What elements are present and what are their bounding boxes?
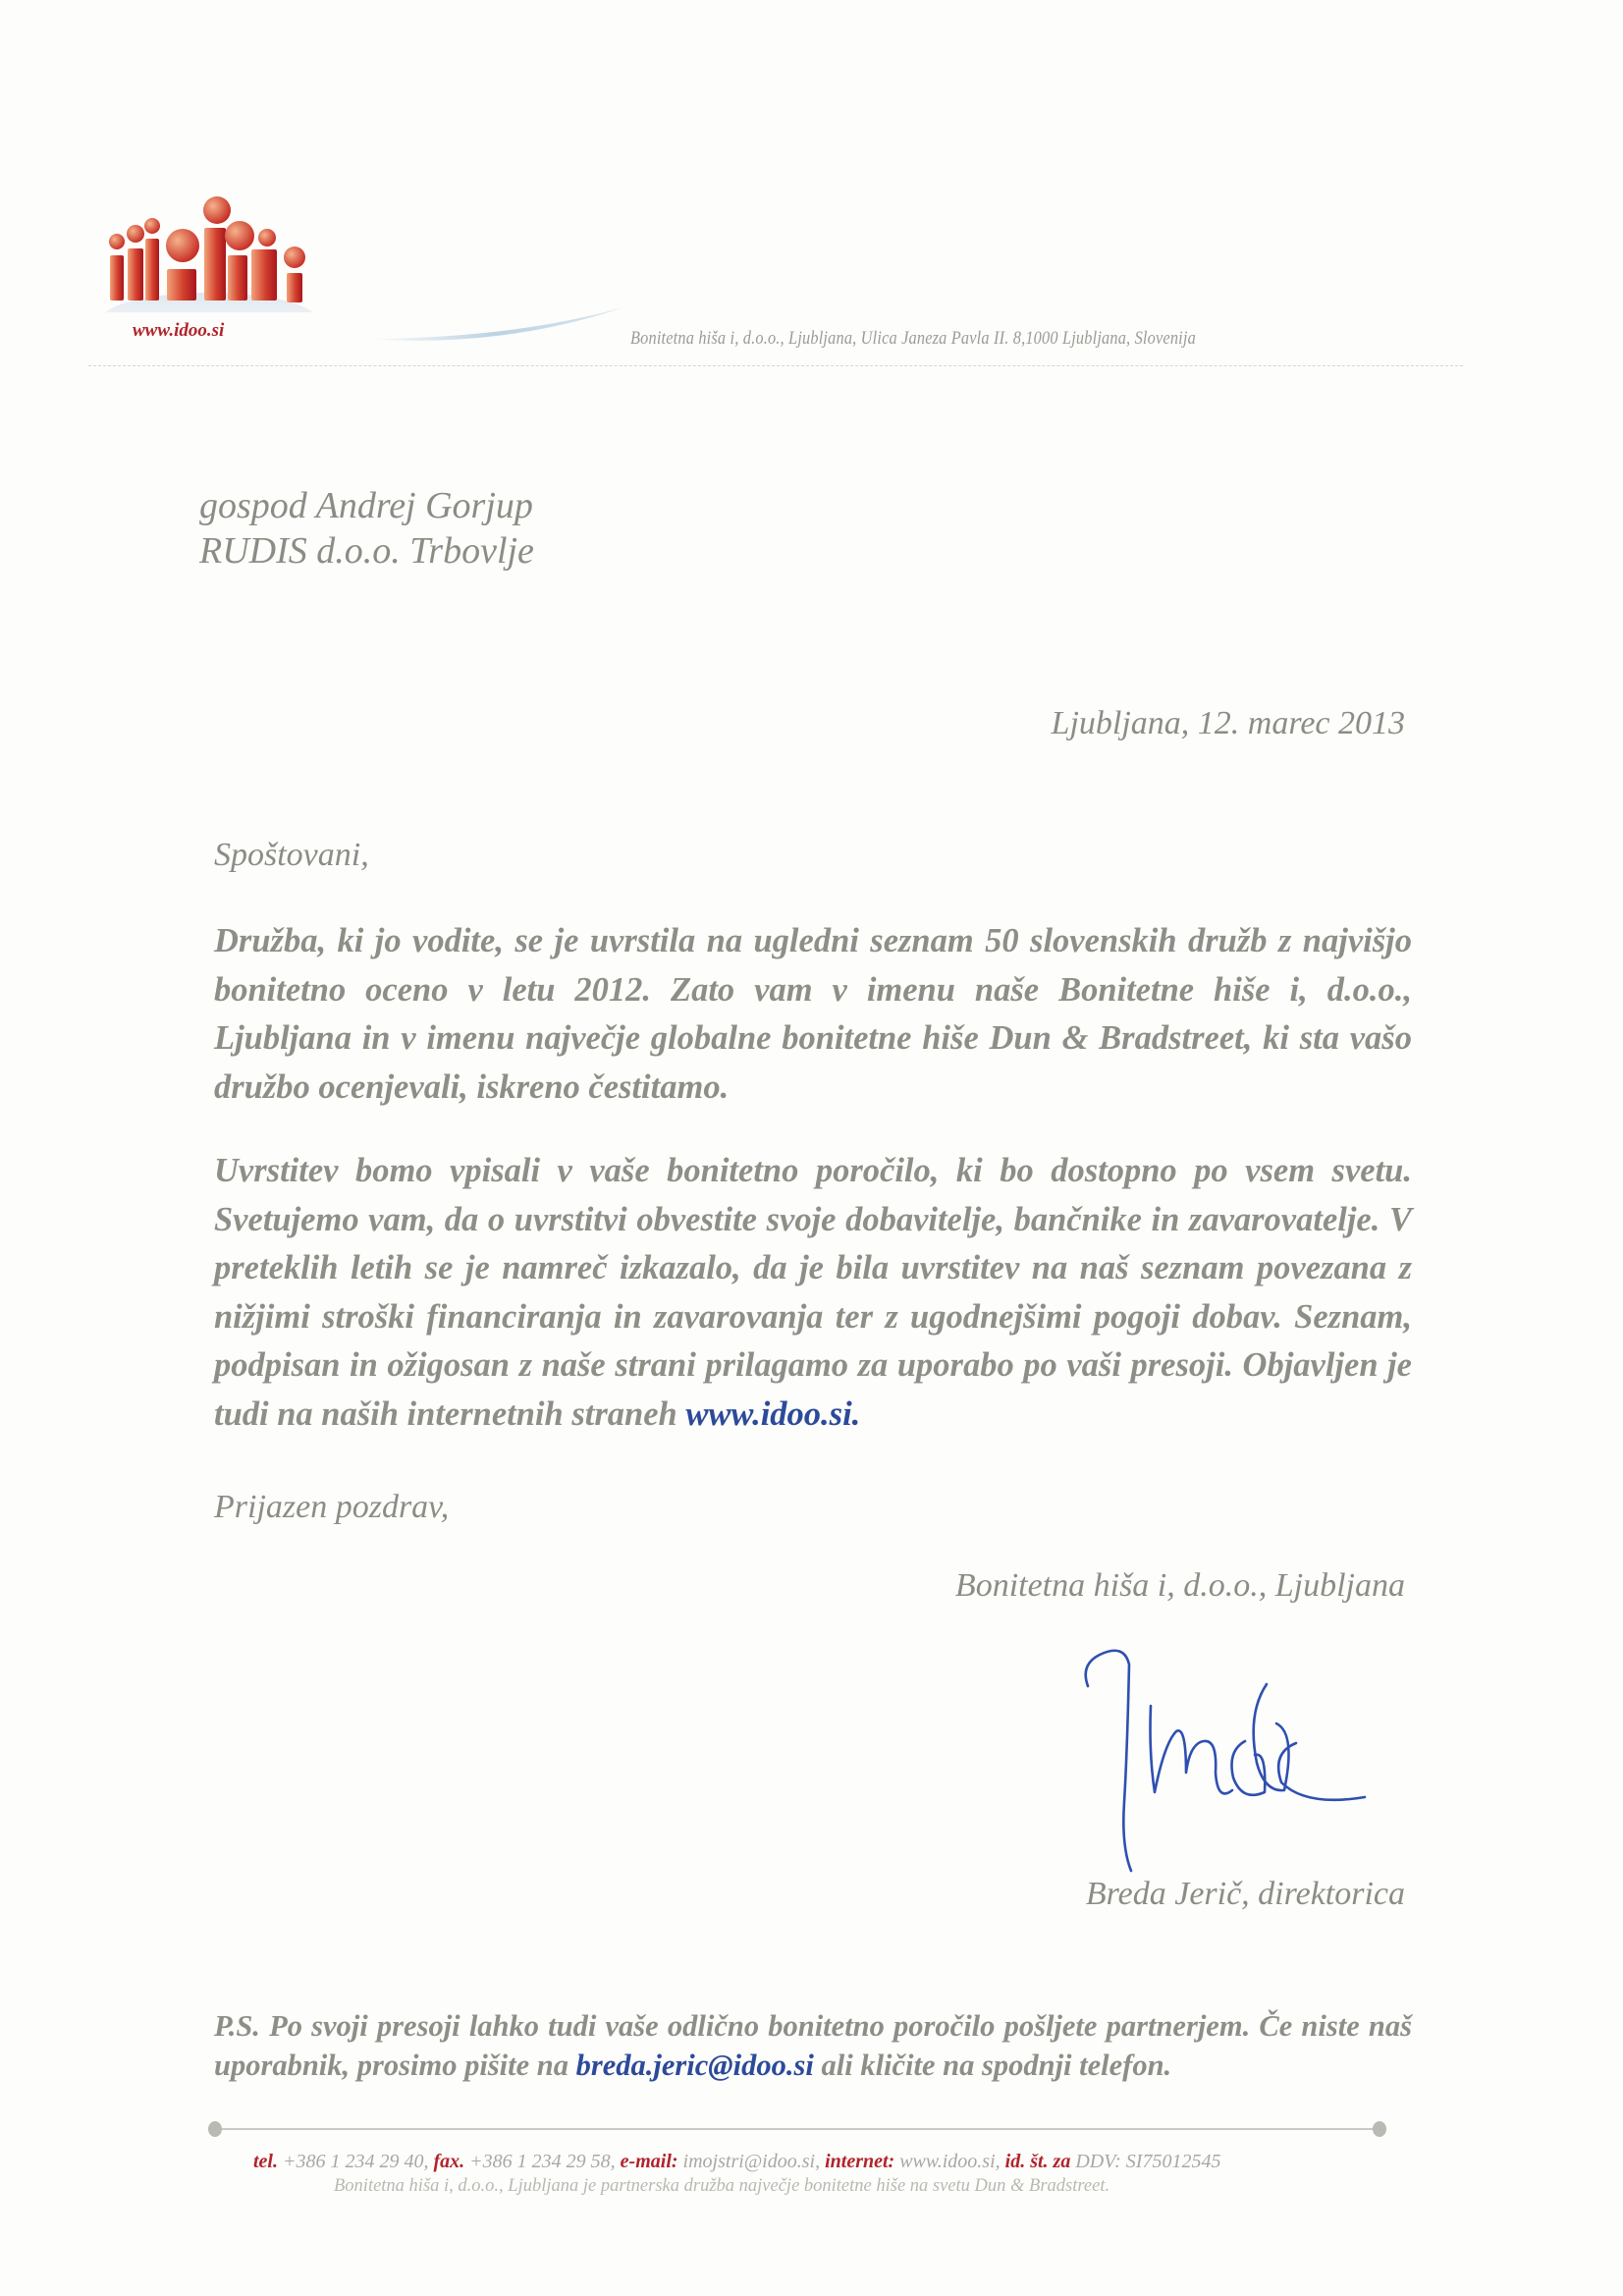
vat-value: DDV: SI75012545	[1070, 2151, 1221, 2172]
website-link[interactable]: www.idoo.si.	[685, 1394, 861, 1433]
postscript-text: P.S. Po svoji presoji lahko tudi vaše odlično bonitetno poročilo pošljete partnerjem. Če niste naš uporabnik, prosimo pišite na	[214, 2009, 1412, 2082]
internet-label: internet:	[825, 2151, 895, 2172]
body-paragraph-1: Družba, ki jo vodite, se je uvrstila na ugledni seznam 50 slovenskih družb z najvišjo bonitetno oceno v letu 2012. Zato vam v imenu naše Bonitetne hiše i, d.o.o., Ljubljana in v imenu največje globalne bonitetne hiše Dun & Bradstreet, ki sta vašo družbo ocenjevali, iskreno čestitamo.	[214, 922, 1412, 1106]
salutation: Spoštovani,	[214, 837, 369, 873]
fax-label: fax.	[433, 2151, 465, 2172]
tel-label: tel.	[253, 2151, 278, 2172]
recipient-name: gospod Andrej Gorjup	[199, 485, 533, 526]
header-divider	[88, 365, 1463, 366]
vat-label: id. št. za	[1004, 2151, 1071, 2172]
body-paragraph-2	[214, 1147, 1412, 1439]
divider-dot-right	[1373, 2121, 1386, 2137]
fax-value: +386 1 234 29 58,	[464, 2151, 621, 2172]
divider-dot-left	[208, 2121, 222, 2137]
logo-mark	[106, 194, 312, 312]
logo-url: www.idoo.si	[133, 320, 225, 341]
recipient-company: RUDIS d.o.o. Trbovlje	[199, 530, 534, 572]
swoosh-decoration	[363, 300, 628, 349]
closing: Prijazen pozdrav,	[214, 1489, 450, 1525]
header-address: Bonitetna hiša i, d.o.o., Ljubljana, Ulica Janeza Pavla II. 8,1000 Ljubljana, Slovenija	[630, 328, 1196, 349]
postscript	[214, 2006, 1412, 2085]
email-label: e-mail:	[620, 2151, 678, 2172]
footer-contacts	[253, 2151, 1220, 2173]
company-logo	[106, 194, 312, 312]
footer-note: Bonitetna hiša i, d.o.o., Ljubljana je partnerska družba največje bonitetne hiše na svetu Dun & Bradstreet.	[334, 2176, 1110, 2196]
signer-name: Breda Jerič, direktorica	[1085, 1876, 1405, 1912]
email-link[interactable]: breda.jeric@idoo.si	[575, 2049, 814, 2082]
recipient-block	[199, 483, 534, 574]
tel-value: +386 1 234 29 40,	[278, 2151, 434, 2172]
postscript-text-end: ali kličite na spodnji telefon.	[813, 2049, 1172, 2082]
letter-date: Ljubljana, 12. marec 2013	[1051, 705, 1405, 741]
handwritten-signature	[1070, 1635, 1384, 1881]
footer-divider	[214, 2128, 1379, 2130]
internet-value[interactable]: www.idoo.si,	[894, 2151, 1005, 2172]
paragraph-2-text: Uvrstitev bomo vpisali v vaše bonitetno poročilo, ki bo dostopno po vsem svetu. Svetujemo vam, da o uvrstitvi obvestite svoje dobavitelje, bančnike in zavarovatelje. V preteklih letih se je namreč izkazalo, da je bila uvrstitev na naš seznam povezana z nižjimi stroški financiranja in zavarovanja ter z ugodnejšimi pogoji dobav. Seznam, podpisan in ožigosan z naše strani prilagamo za uporabo po vaši presoji. Objavljen je tudi na naših internetnih straneh	[214, 1152, 1412, 1433]
email-value[interactable]: imojstri@idoo.si,	[677, 2151, 826, 2172]
signature-company: Bonitetna hiša i, d.o.o., Ljubljana	[954, 1567, 1405, 1604]
